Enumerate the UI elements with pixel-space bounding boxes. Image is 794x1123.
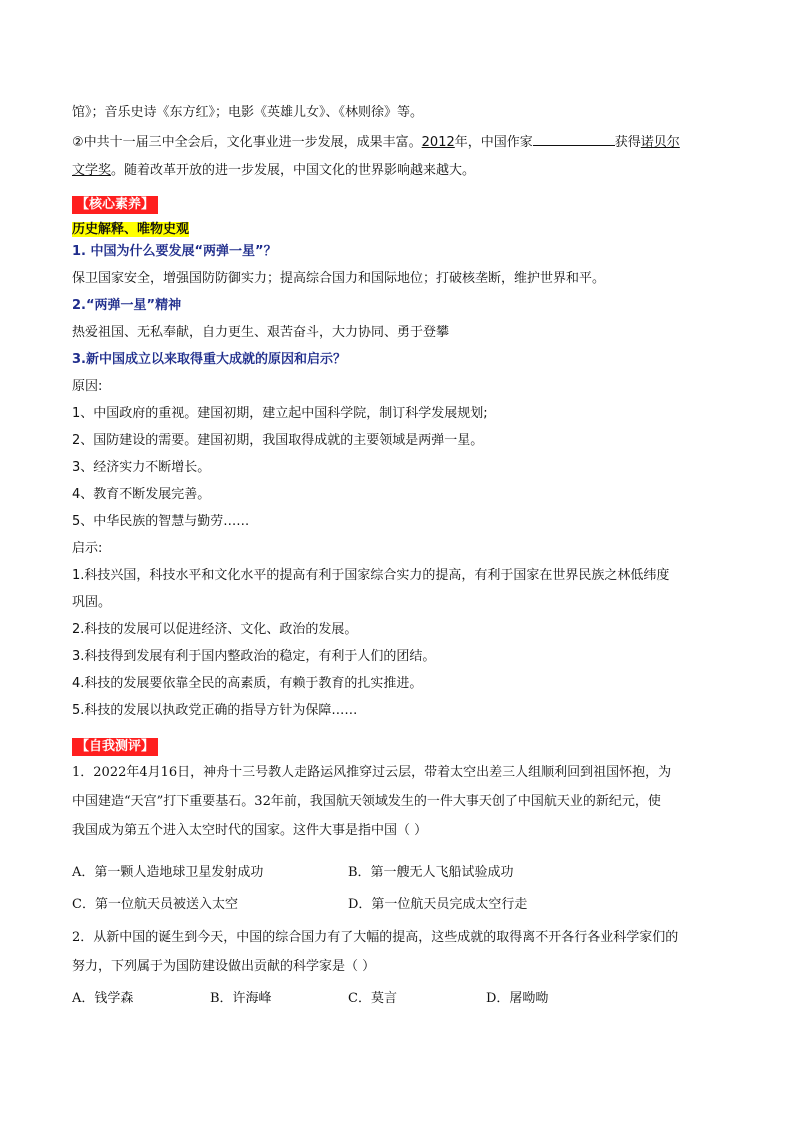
year-text: 2012	[421, 135, 455, 150]
list-item: 1、中国政府的重视。建国初期，建立起中国科学院，制订科学发展规划;	[72, 406, 488, 421]
text-line	[72, 162, 475, 180]
question-text: 1．2022年4月16日，神舟十三号教人走路运风推穿过云层，带着太空出差三人组顺利回到祖国怀抱，为	[72, 765, 672, 780]
question-text: 努力，下列属于为国防建设做出贡献的科学家是（ ）	[72, 959, 376, 974]
option-b: B．第一艘无人飞船试验成功	[348, 865, 514, 880]
answer-text: 保卫国家安全，增强国防防御实力；提高综合国力和国际地位；打破核垄断，维护世界和平。	[72, 271, 606, 286]
question-heading: 2.“两弹一星”精神	[72, 298, 182, 313]
list-item: 3、经济实力不断增长。	[72, 460, 211, 475]
highlighted-subtitle: 历史解释、唯物史观	[72, 222, 190, 237]
text-line	[72, 104, 423, 122]
option-c: C．第一位航天员被送入太空	[72, 897, 238, 912]
underlined-text: 文学奖	[72, 163, 112, 178]
insights-label: 启示:	[72, 541, 103, 556]
text-span: 。随着改革开放的进一步发展，中国文化的世界影响越来越大。	[111, 163, 476, 178]
text-line	[72, 133, 680, 152]
fill-in-blank	[533, 133, 615, 146]
option-d: D．屠呦呦	[486, 991, 549, 1006]
option-d: D．第一位航天员完成太空行走	[348, 897, 528, 912]
option-a: A．钱学森	[72, 991, 134, 1006]
text-span: 获得	[614, 135, 641, 150]
answer-text: 热爱祖国、无私奉献，自力更生、艰苦奋斗，大力协同、勇于登攀	[72, 325, 450, 340]
question-heading: 3.新中国成立以来取得重大成就的原因和启示？	[72, 352, 346, 367]
list-item: 2、国防建设的需要。建国初期，我国取得成就的主要领域是两弹一星。	[72, 433, 484, 448]
list-item: 5、中华民族的智慧与勤劳……	[72, 514, 250, 529]
option-a: A．第一颗人造地球卫星发射成功	[72, 865, 264, 880]
list-item: 4.科技的发展要依靠全民的高素质，有赖于教育的扎实推进。	[72, 676, 423, 691]
option-c: C．莫言	[348, 991, 397, 1006]
text-span: 馆》；音乐史诗《东方红》；电影《英雄儿女》、《林则徐》等。	[72, 105, 424, 120]
question-text: 我国成为第五个进入太空时代的国家。这件大事是指中国（ ）	[72, 823, 428, 838]
list-item: 3.科技得到发展有利于国内整政治的稳定，有利于人们的团结。	[72, 649, 436, 664]
reasons-label: 原因:	[72, 379, 103, 394]
list-item: 巩固。	[72, 595, 112, 610]
question-heading: 1. 中国为什么要发展“两弹一星”？	[72, 244, 277, 259]
question-text: 中国建造“天宫”打下重要基石。32年前，我国航天领域发生的一件大事天创了中国航天业的新纪元，使	[72, 794, 661, 809]
question-text: 2．从新中国的诞生到今天，中国的综合国力有了大幅的提高，这些成就的取得离不开各行各业科学家们的	[72, 930, 679, 945]
section-label-self-test: 【自我测评】	[72, 738, 158, 756]
list-item: 4、教育不断发展完善。	[72, 487, 211, 502]
list-item: 2.科技的发展可以促进经济、文化、政治的发展。	[72, 622, 358, 637]
subtitle-line	[72, 221, 189, 239]
text-span: 年，中国作家	[454, 135, 533, 150]
section-label-core: 【核心素养】	[72, 196, 158, 214]
underlined-text: 诺贝尔	[640, 135, 680, 150]
list-item: 5.科技的发展以执政党正确的指导方针为保障……	[72, 703, 358, 718]
list-item: 1.科技兴国，科技水平和文化水平的提高有利于国家综合实力的提高，有利于国家在世界民族之林低纬度	[72, 568, 670, 583]
text-span: ②中共十一届三中全会后，文化事业进一步发展，成果丰富。	[72, 135, 422, 150]
option-b: B．许海峰	[210, 991, 272, 1006]
